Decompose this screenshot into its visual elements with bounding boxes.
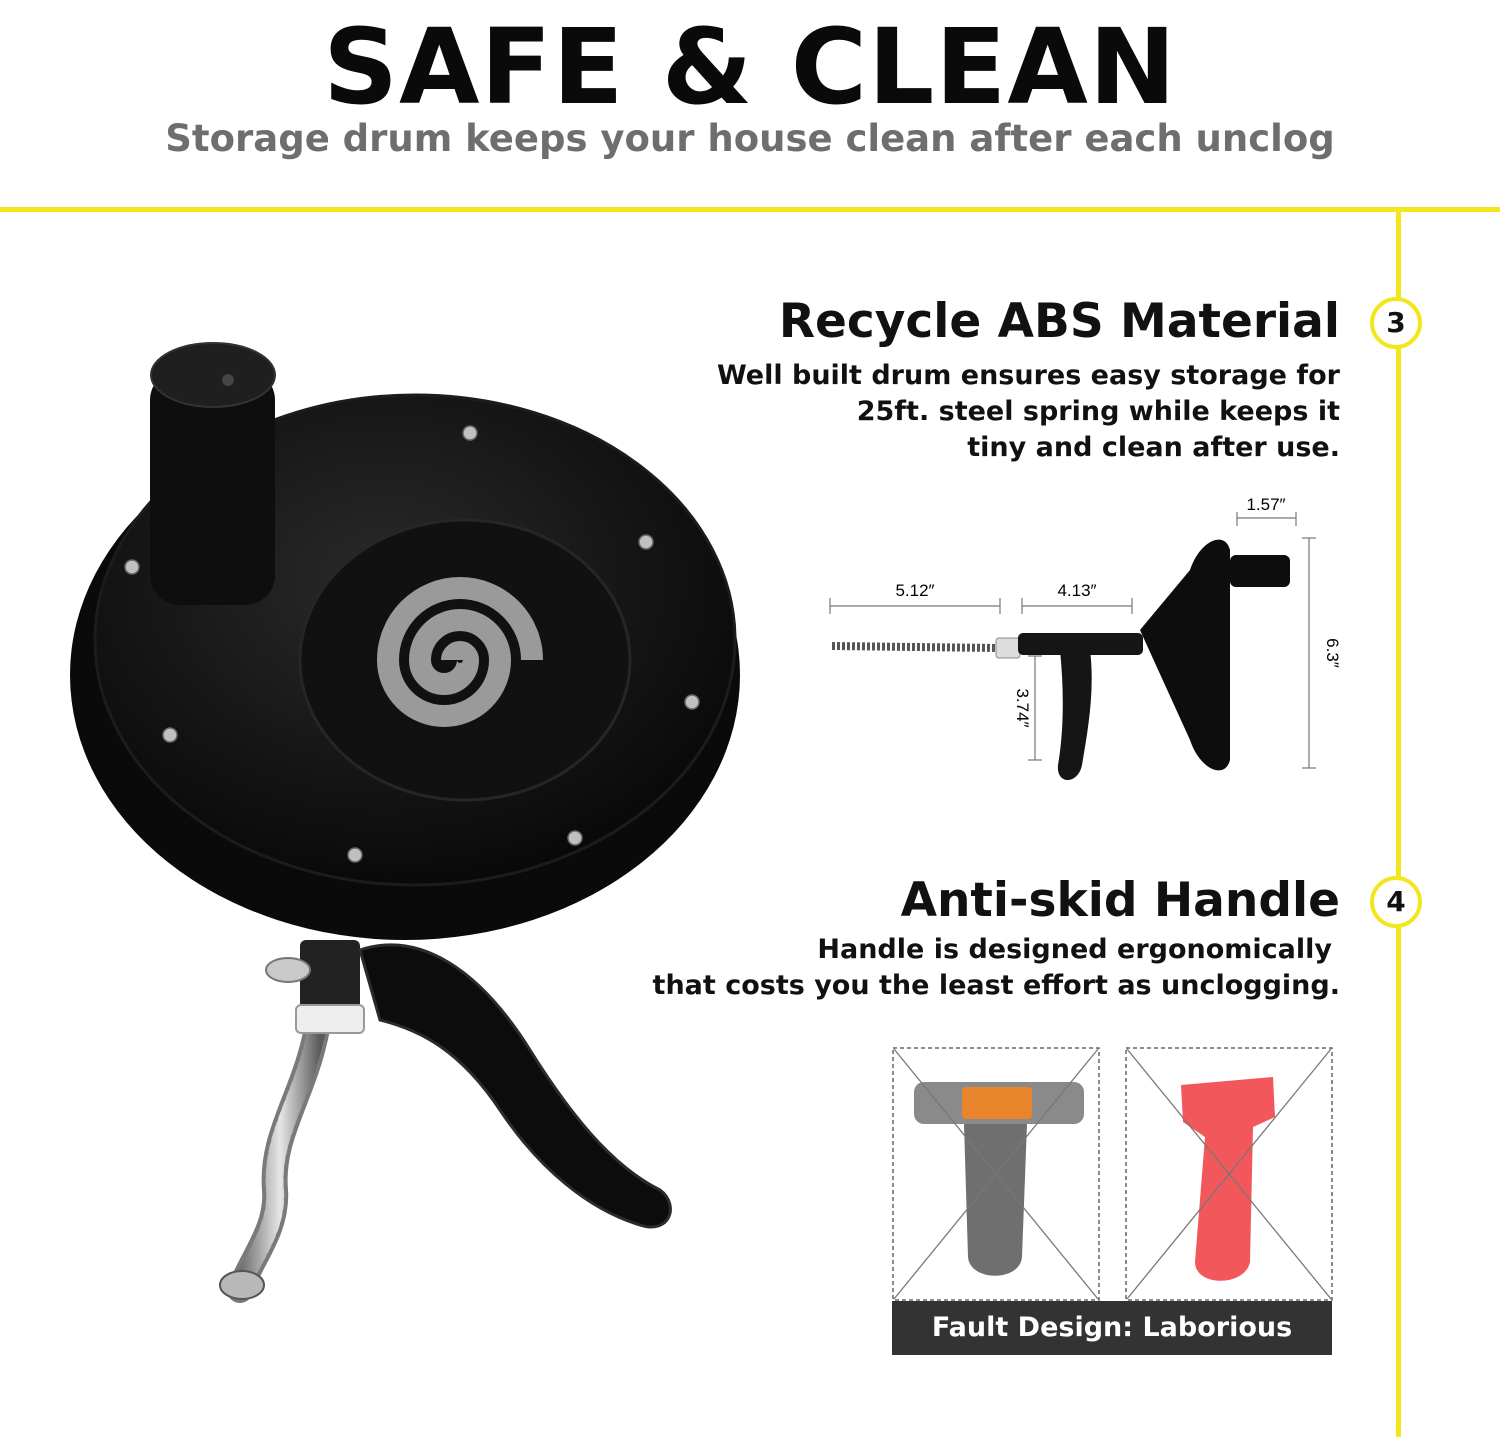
dim-label-drum-height: 6.3″ <box>1323 638 1342 668</box>
feature-description-handle <box>600 932 1340 1004</box>
page-subtitle: Storage drum keeps your house clean after each unclog <box>165 117 1335 160</box>
dim-label-gun-length: 4.13″ <box>1057 581 1097 600</box>
comparison-caption: Fault Design: Laborious <box>892 1301 1332 1355</box>
dim-grip <box>1058 650 1092 780</box>
spring-cable <box>220 1010 320 1299</box>
description-line: 25ft. steel spring while keeps it <box>856 396 1340 427</box>
dim-label-grip-height: 3.74″ <box>1013 688 1032 728</box>
feature-number-badge: 3 <box>1370 297 1422 349</box>
description-line: tiny and clean after use. <box>967 432 1340 463</box>
comparison-gray-handle <box>892 1047 1100 1301</box>
feature-description-material <box>640 358 1340 466</box>
dim-drum <box>1140 540 1230 771</box>
dim-cable <box>832 646 998 648</box>
comparison-red-handle <box>1125 1047 1333 1301</box>
chuck <box>266 940 364 1033</box>
feature-heading-material: Recycle ABS Material <box>778 294 1340 349</box>
description-line: that costs you the least effort as unclogging. <box>652 970 1340 1001</box>
yellow-divider-vertical <box>1396 207 1401 1437</box>
feature-number-badge: 4 <box>1370 876 1422 928</box>
description-line: Handle is designed ergonomically <box>817 934 1332 965</box>
description-line: Well built drum ensures easy storage for <box>716 360 1340 391</box>
dimension-diagram <box>820 490 1340 800</box>
yellow-divider-horizontal <box>0 207 1500 212</box>
drum-auger-product-image <box>60 330 780 1320</box>
feature-heading-handle: Anti-skid Handle <box>900 873 1340 928</box>
dim-label-cable-length: 5.12″ <box>895 581 935 600</box>
crank-knob <box>150 343 275 605</box>
dim-label-drum-depth: 1.57″ <box>1246 495 1286 514</box>
page-title: SAFE & CLEAN <box>323 6 1177 128</box>
